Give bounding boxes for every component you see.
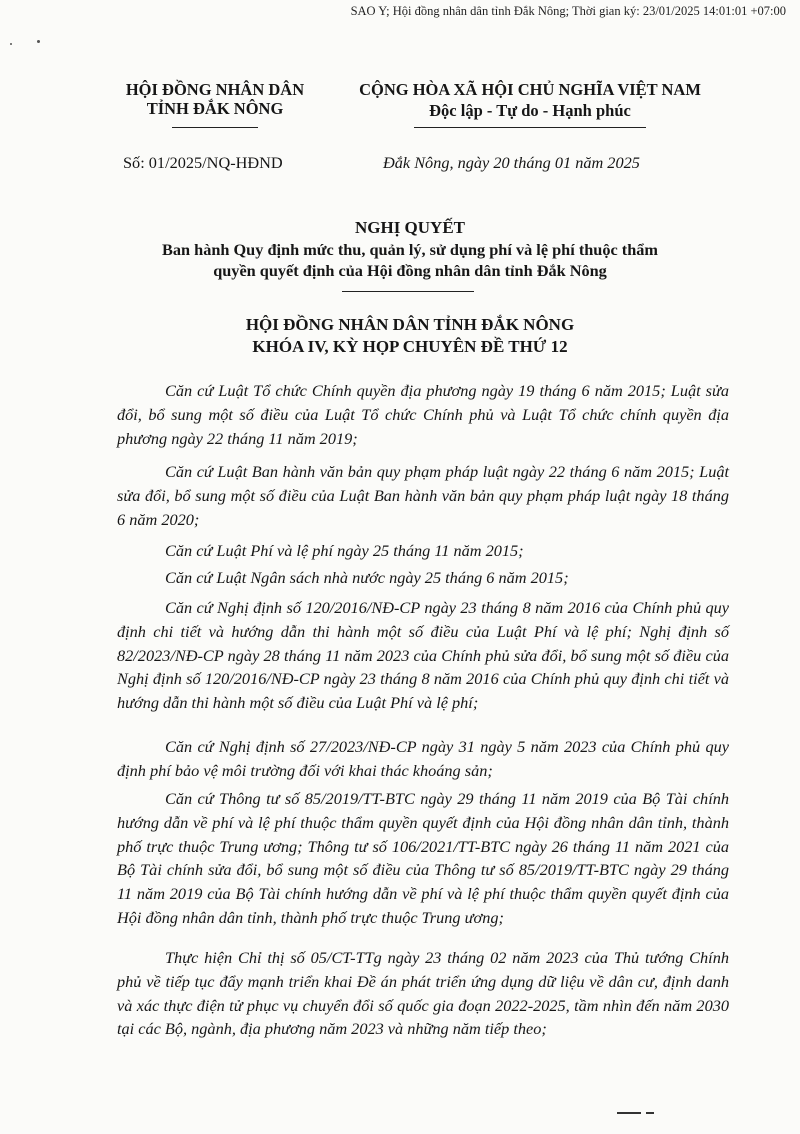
title-underline <box>342 291 474 292</box>
org-line-1: HỘI ĐỒNG NHÂN DÂN <box>125 80 305 99</box>
scan-mark <box>646 1112 654 1114</box>
issuer-line-2: KHÓA IV, KỲ HỌP CHUYÊN ĐỀ THỨ 12 <box>252 337 568 356</box>
legal-basis-paragraph: Căn cứ Nghị định số 120/2016/NĐ-CP ngày 23 tháng 8 năm 2016 của Chính phủ quy định chi tiết và hướng dẫn thi hành một số điều của Luật Phí và lệ phí; Nghị định số 82/2023/NĐ-CP ngày 28 tháng 11 năm 2023 của Chính phủ sửa đổi, bổ sung một số điều của Nghị định số 120/2016/NĐ-CP ngày 23 tháng 8 năm 2016 của Chính phủ quy định chi tiết và hướng dẫn thi hành một số điều của Luật Phí và lệ phí; <box>117 598 729 713</box>
issuing-organization <box>98 80 332 118</box>
legal-basis-paragraph: Căn cứ Luật Ngân sách nhà nước ngày 25 tháng 6 năm 2015; <box>165 568 569 587</box>
subject-line-1: Ban hành Quy định mức thu, quản lý, sử dụng phí và lệ phí thuộc thẩm <box>162 240 658 259</box>
org-underline <box>172 127 258 128</box>
national-motto: Độc lập - Tự do - Hạnh phúc <box>429 101 631 120</box>
national-title <box>332 79 728 121</box>
legal-basis-paragraph: Căn cứ Luật Tổ chức Chính quyền địa phương ngày 19 tháng 6 năm 2015; Luật sửa đổi, bổ sung một số điều của Luật Tổ chức Chính phủ và Luật Tổ chức chính quyền địa phương ngày 22 tháng 11 năm 2019; <box>117 381 729 448</box>
document-type: NGHỊ QUYẾT <box>354 218 466 237</box>
legal-basis-paragraph: Thực hiện Chỉ thị số 05/CT-TTg ngày 23 tháng 02 năm 2023 của Thủ tướng Chính phủ về tiếp tục đẩy mạnh triển khai Đề án phát triển ứng dụng dữ liệu về dân cư, định danh và xác thực điện tử phục vụ chuyển đổi số quốc gia đoạn 2022-2025, tầm nhìn đến năm 2030 tại các Bộ, ngành, địa phương năm 2023 và những năm tiếp theo; <box>117 948 729 1039</box>
issuer-line-1: HỘI ĐỒNG NHÂN DÂN TỈNH ĐẮK NÔNG <box>245 315 575 334</box>
place-and-date: Đắk Nông, ngày 20 tháng 01 năm 2025 <box>383 153 640 172</box>
legal-basis-paragraph: Căn cứ Nghị định số 27/2023/NĐ-CP ngày 31 ngày 5 năm 2023 của Chính phủ quy định phí bảo vệ môi trường đối với khai thác khoáng sản; <box>117 737 729 780</box>
subject-line-2: quyền quyết định của Hội đồng nhân dân tỉnh Đắk Nông <box>213 261 607 280</box>
digital-signature-stamp: SAO Y; Hội đồng nhân dân tỉnh Đắk Nông; Thời gian ký: 23/01/2025 14:01:01 +07:00 <box>350 4 786 18</box>
legal-basis-paragraph: Căn cứ Thông tư số 85/2019/TT-BTC ngày 29 tháng 11 năm 2019 của Bộ Tài chính hướng dẫn về phí và lệ phí thuộc thẩm quyền quyết định của Hội đồng nhân dân tỉnh, thành phố trực thuộc Trung ương; Thông tư số 106/2021/TT-BTC ngày 26 tháng 11 năm 2021 của Bộ Tài chính sửa đổi, bổ sung một số điều của Thông tư số 85/2019/TT-BTC ngày 29 tháng 11 năm 2019 của Bộ Tài chính hướng dẫn về phí và lệ phí thuộc thẩm quyền quyết định của Hội đồng nhân dân tỉnh, thành phố trực thuộc Trung ương; <box>117 789 729 927</box>
org-line-2: TỈNH ĐẮK NÔNG <box>146 99 284 118</box>
issuing-body <box>100 314 720 358</box>
document-subject <box>100 239 720 281</box>
scan-mark <box>617 1112 641 1114</box>
motto-underline <box>414 127 646 128</box>
scan-speck <box>10 43 12 45</box>
document-number: Số: 01/2025/NQ-HĐND <box>123 153 283 172</box>
country-name: CỘNG HÒA XÃ HỘI CHỦ NGHĨA VIỆT NAM <box>359 80 701 99</box>
legal-basis-paragraph: Căn cứ Luật Phí và lệ phí ngày 25 tháng 11 năm 2015; <box>165 541 524 560</box>
scan-speck <box>37 40 40 43</box>
legal-basis-paragraph: Căn cứ Luật Ban hành văn bản quy phạm pháp luật ngày 22 tháng 6 năm 2015; Luật sửa đổi, bổ sung một số điều của Luật Ban hành văn bản quy phạm pháp luật ngày 18 tháng 6 năm 2020; <box>117 462 729 529</box>
